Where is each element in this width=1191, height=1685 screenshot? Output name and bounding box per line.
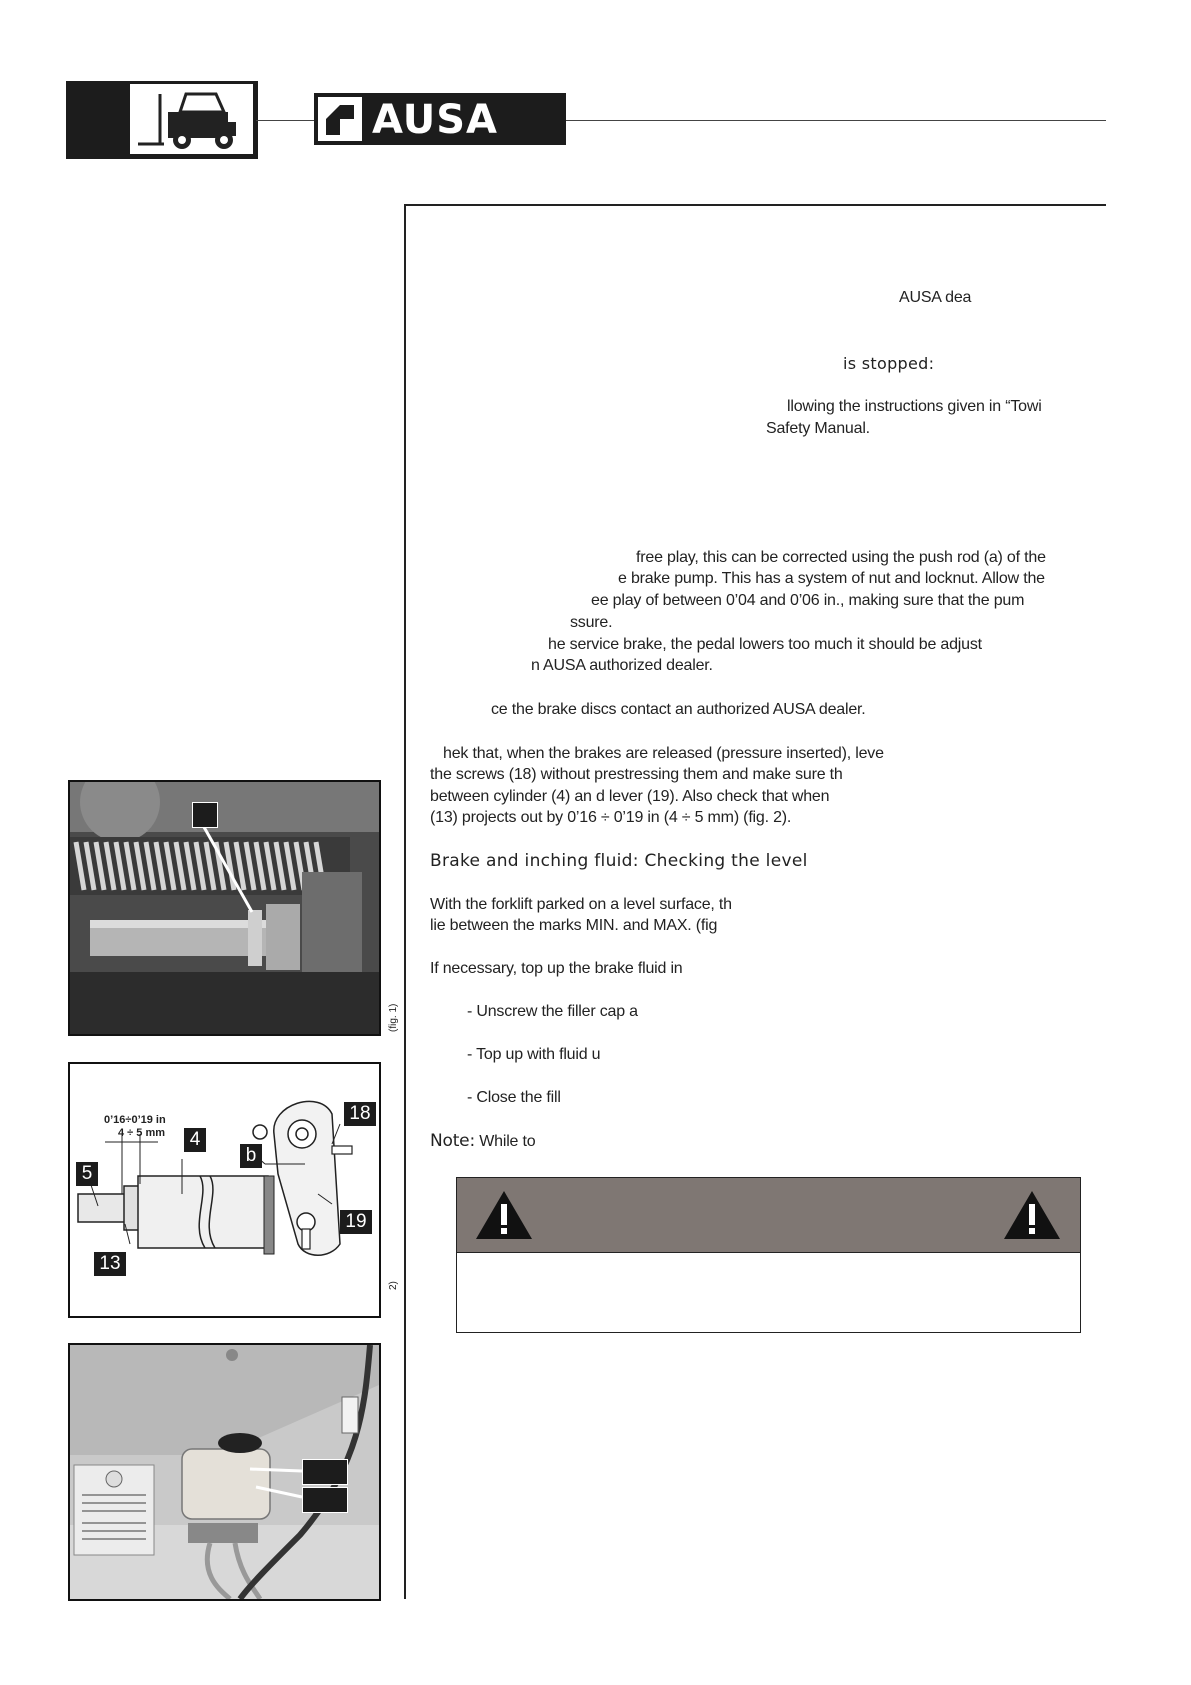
text-line: free play, this can be corrected using the push rod (a) of the <box>636 549 1046 566</box>
text-line: ee play of between 0’04 and 0’06 in., making sure that the pum <box>591 592 1025 609</box>
text-line: the screws (18) without prestressing them and make sure th <box>430 766 843 783</box>
warning-box <box>456 1177 1081 1333</box>
label-18: 18 <box>344 1102 376 1126</box>
text-line: AUSA dea <box>899 289 972 306</box>
warning-header <box>457 1178 1080 1253</box>
label-a-marker <box>192 802 218 828</box>
text-line: hek that, when the brakes are released (pressure inserted), leve <box>443 745 884 762</box>
label-19: 19 <box>340 1210 372 1234</box>
text-line: e brake pump. This has a system of nut and locknut. Allow the <box>618 570 1045 587</box>
text-line: between cylinder (4) an d lever (19). Also check that when <box>430 788 830 805</box>
ausa-mark-icon <box>318 97 362 141</box>
figure-2-caption: 2) <box>388 1281 399 1290</box>
note-text: While to <box>479 1133 536 1150</box>
forklift-logo <box>66 81 258 159</box>
header-rule-left <box>256 120 316 121</box>
text-line: lie between the marks MIN. and MAX. (fig <box>430 917 718 934</box>
warning-triangle-icon <box>1001 1188 1063 1242</box>
ausa-logo <box>314 93 566 145</box>
label-5: 5 <box>76 1162 98 1186</box>
figure-3-photo <box>68 1343 381 1601</box>
dimension-mm: 4 ÷ 5 mm <box>118 1127 166 1139</box>
text-line: If necessary, top up the brake fluid in <box>430 960 683 977</box>
text-line: With the forklift parked on a level surface, th <box>430 896 732 913</box>
section-heading: Brake and inching fluid: Checking the level <box>430 851 808 871</box>
label-4: 4 <box>184 1128 206 1152</box>
min-marker-label <box>302 1487 348 1513</box>
brand-name: AUSA <box>372 97 498 143</box>
figure-2-diagram <box>68 1062 381 1318</box>
text-line: Safety Manual. <box>766 420 870 437</box>
max-marker-label <box>302 1459 348 1485</box>
header-rule-right <box>566 120 1106 121</box>
list-item: - Unscrew the filler cap a <box>467 1003 638 1020</box>
column-divider <box>404 204 406 1599</box>
figure-1-caption: (fig. 1) <box>388 1003 399 1032</box>
figure-1-photo <box>68 780 381 1036</box>
text-line: llowing the instructions given in “Towi <box>787 398 1042 415</box>
warning-triangle-icon <box>473 1188 535 1242</box>
list-item: - Top up with fluid u <box>467 1046 601 1063</box>
label-13: 13 <box>94 1252 126 1276</box>
note-line <box>430 1131 535 1151</box>
subheading: is stopped: <box>843 354 935 373</box>
text-line: ssure. <box>570 614 613 631</box>
note-label: Note: <box>430 1131 475 1151</box>
text-line: n AUSA authorized dealer. <box>531 657 713 674</box>
label-b: b <box>240 1144 262 1168</box>
list-item: - Close the fill <box>467 1089 561 1106</box>
forklift-icon <box>130 84 253 154</box>
content-top-rule <box>404 204 1106 206</box>
text-line: (13) projects out by 0’16 ÷ 0’19 in (4 ÷ 5 mm) (fig. 2). <box>430 809 792 826</box>
text-line: ce the brake discs contact an authorized AUSA dealer. <box>491 701 866 718</box>
text-line: he service brake, the pedal lowers too much it should be adjust <box>548 636 982 653</box>
dimension-inches: 0’16÷0’19 in <box>104 1114 166 1126</box>
